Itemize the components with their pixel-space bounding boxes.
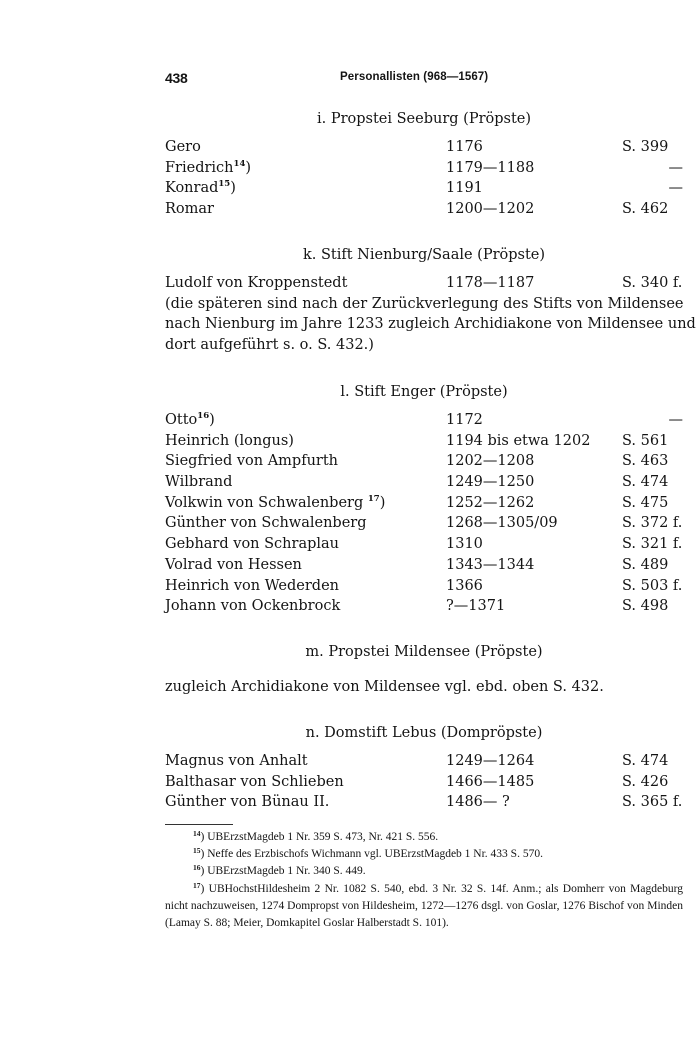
list-item: [165, 493, 683, 514]
list-item: [165, 772, 683, 793]
term-years: 1172: [446, 412, 483, 428]
person-name: Ludolf von Kroppenstedt: [165, 275, 348, 291]
term-years: 1343—1344: [446, 556, 535, 573]
term-years: 1249—1264: [446, 753, 535, 769]
page-reference: S. 372 f.: [622, 515, 683, 532]
page-reference: S. 340 f.: [622, 275, 683, 291]
list-item: [165, 513, 683, 534]
list-nienburg: [165, 273, 683, 294]
note-line: dort aufgeführt s. o. S. 432.): [165, 337, 374, 354]
person-name: Siegfried von Ampfurth: [165, 453, 339, 470]
person-name: Balthasar von Schlieben: [165, 773, 344, 790]
section-heading-mildensee: m. Propstei Mildensee (Pröpste): [305, 644, 543, 660]
page-reference: S. 426: [622, 773, 669, 790]
term-years: 1191: [446, 180, 483, 197]
list-item: [165, 451, 683, 472]
page-reference: —: [668, 180, 683, 197]
list-seeburg: [165, 137, 683, 220]
list-item: [165, 273, 683, 294]
footnote-ref: 16: [197, 411, 210, 421]
person-name: Konrad$^{15}$): [165, 179, 236, 197]
footnote-ref: 14: [233, 158, 246, 169]
person-name: Otto$^{16}$): [165, 411, 215, 428]
list-enger: [165, 410, 683, 617]
page-number: 438: [165, 70, 188, 86]
page-reference: S. 462: [622, 201, 669, 218]
section-heading-lebus: n. Domstift Lebus (Dompröpste): [305, 725, 543, 741]
term-years: ?—1371: [446, 598, 506, 615]
running-head: [165, 70, 683, 88]
term-years: 1176: [446, 139, 483, 155]
footnote-mark: 14: [193, 829, 201, 838]
page-reference: —: [668, 159, 683, 176]
term-years: 1249—1250: [446, 474, 535, 491]
footnotes: [165, 829, 683, 932]
person-name: Günther von Bünau II.: [165, 794, 330, 811]
page-reference: S. 503 f.: [622, 577, 683, 594]
person-name: Johann von Ockenbrock: [165, 598, 341, 615]
person-name: Romar: [165, 201, 214, 218]
person-name: Gebhard von Schraplau: [165, 536, 339, 553]
page-reference: S. 498: [622, 598, 669, 615]
footnote-mark: 16: [193, 863, 201, 873]
footnote: $^{17}$) UBHochstHildesheim 2 Nr. 1082 S. 540, ebd. 3 Nr. 32 S. 14f. Anm.; als Domherr von Magdeburg nicht nachzuweisen, 1274 Dompropst von Hildesheim, 1272—1276 dsgl. von Goslar, 1276 Bischof von Minden (Lamay S. 88; Meier, Domkapitel Goslar Halberstadt S. 101).: [165, 880, 683, 930]
note-line: (die späteren sind nach der Zurückverlegung des Stifts von Mildensee: [165, 295, 684, 312]
footnote-divider: [165, 824, 233, 825]
person-name: Wilbrand: [165, 474, 233, 491]
person-name: Heinrich von Wederden: [165, 577, 340, 594]
term-years: 1466—1485: [446, 773, 535, 790]
list-item: [165, 178, 683, 199]
list-item: [165, 576, 683, 597]
footnote-mark: 17: [193, 880, 201, 890]
list-item: [165, 596, 683, 617]
term-years: 1486— ?: [446, 794, 510, 811]
term-years: 1200—1202: [446, 201, 535, 218]
section-heading-nienburg: k. Stift Nienburg/Saale (Pröpste): [302, 247, 546, 263]
list-item: [165, 137, 683, 158]
nienburg-note: [165, 294, 696, 356]
footnote-ref: 17: [367, 493, 380, 504]
page-reference: S. 321 f.: [622, 536, 683, 553]
person-name: Volrad von Hessen: [165, 556, 302, 573]
footnote-mark: 15: [193, 846, 201, 856]
page-reference: S. 399: [622, 139, 669, 155]
list-item: [165, 792, 683, 813]
term-years: 1268—1305/09: [446, 515, 558, 532]
page-reference: S. 365 f.: [622, 794, 683, 811]
term-years: 1366: [446, 577, 483, 594]
term-years: 1194 bis etwa 1202: [446, 432, 591, 449]
page-reference: S. 463: [622, 453, 669, 470]
list-item: [165, 555, 683, 576]
person-name: Heinrich (longus): [165, 432, 294, 449]
term-years: 1178—1187: [446, 275, 535, 291]
running-title: Personallisten (968—1567): [340, 71, 489, 83]
list-item: [165, 410, 683, 431]
list-item: [165, 158, 683, 179]
page-reference: S. 489: [622, 556, 669, 573]
section-heading-seeburg: i. Propstei Seeburg (Pröpste): [316, 111, 532, 127]
page-reference: S. 561: [622, 432, 669, 449]
page-reference: S. 474: [622, 753, 669, 769]
person-name: Magnus von Anhalt: [165, 753, 308, 769]
footnote: $^{16}$) UBErzstMagdeb 1 Nr. 340 S. 449.: [193, 863, 366, 878]
footnote: $^{15}$) Neffe des Erzbischofs Wichmann vgl. UBErzstMagdeb 1 Nr. 433 S. 570.: [193, 846, 543, 861]
person-name: Volkwin von Schwalenberg $^{17}$): [165, 493, 386, 511]
term-years: 1202—1208: [446, 453, 535, 470]
page-reference: S. 475: [622, 494, 669, 511]
section-heading-enger: l. Stift Enger (Pröpste): [340, 384, 508, 400]
note-line: nach Nienburg im Jahre 1233 zugleich Archidiakone von Mildensee und: [165, 316, 696, 333]
person-name: Günther von Schwalenberg: [165, 515, 367, 532]
person-name: Gero: [165, 139, 201, 155]
footnote-ref: 15: [218, 179, 231, 190]
mildensee-note: zugleich Archidiakone von Mildensee vgl. ebd. oben S. 432.: [165, 679, 604, 695]
list-item: [165, 431, 683, 452]
list-item: [165, 751, 683, 772]
person-name: Friedrich$^{14}$): [165, 158, 252, 176]
footnote: $^{14}$) UBErzstMagdeb 1 Nr. 359 S. 473, Nr. 421 S. 556.: [193, 829, 439, 843]
term-years: 1310: [446, 536, 483, 553]
list-item: [165, 534, 683, 555]
term-years: 1179—1188: [446, 159, 535, 176]
list-item: [165, 199, 683, 220]
term-years: 1252—1262: [446, 494, 535, 511]
list-lebus: [165, 751, 683, 813]
list-item: [165, 472, 683, 493]
page-reference: S. 474: [622, 474, 669, 491]
page-reference: —: [668, 412, 683, 428]
